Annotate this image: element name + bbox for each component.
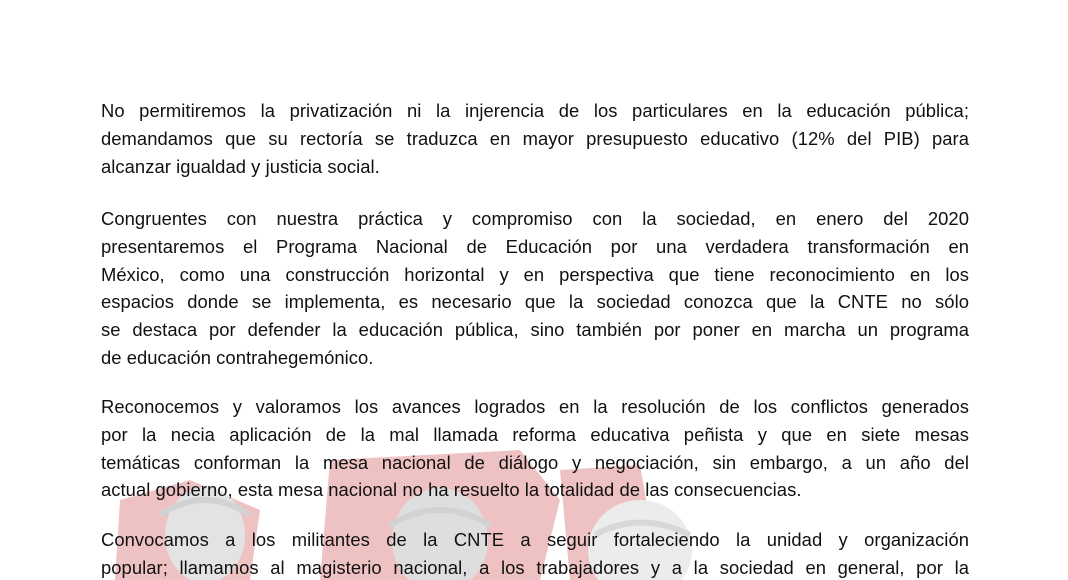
paragraph-line: se destaca por defender la educación pública, sino también por poner en marcha un programa bbox=[101, 319, 969, 341]
paragraph-line: por la necia aplicación de la mal llamada reforma educativa peñista y que en siete mesas bbox=[101, 423, 969, 445]
paragraph-line: No permitiremos la privatización ni la injerencia de los particulares en la educación pública; bbox=[101, 100, 969, 121]
paragraph-line: demandamos que su rectoría se traduzca en mayor presupuesto educativo (12% del PIB) para bbox=[101, 127, 969, 149]
paragraph-4 bbox=[101, 526, 969, 580]
paragraph-line: México, como una construcción horizontal y en perspectiva que tiene reconocimiento en los bbox=[101, 263, 969, 285]
paragraph-line: de educación contrahegemónico. bbox=[101, 346, 374, 368]
paragraph-line: popular; llamamos al magisterio nacional, a los trabajadores y a la sociedad en general, por la bbox=[101, 556, 969, 578]
paragraph-2 bbox=[101, 205, 969, 372]
paragraph-line: Congruentes con nuestra práctica y compromiso con la sociedad, en enero del 2020 bbox=[101, 208, 969, 229]
paragraph-line: espacios donde se implementa, es necesario que la sociedad conozca que la CNTE no sólo bbox=[101, 291, 969, 313]
paragraph-line: actual gobierno, esta mesa nacional no ha resuelto la totalidad de las consecuencias. bbox=[101, 479, 802, 501]
paragraph-line: temáticas conforman la mesa nacional de diálogo y negociación, sin embargo, a un año del bbox=[101, 451, 969, 473]
paragraph-line: presentaremos el Programa Nacional de Educación por una verdadera transformación en bbox=[101, 235, 969, 257]
paragraph-line: Reconocemos y valoramos los avances logrados en la resolución de los conflictos generados bbox=[101, 396, 969, 417]
paragraph-1 bbox=[101, 97, 969, 180]
paragraph-3 bbox=[101, 393, 969, 504]
paragraph-line: Convocamos a los militantes de la CNTE a seguir fortaleciendo la unidad y organización bbox=[101, 529, 969, 550]
paragraph-line: alcanzar igualdad y justicia social. bbox=[101, 155, 380, 177]
